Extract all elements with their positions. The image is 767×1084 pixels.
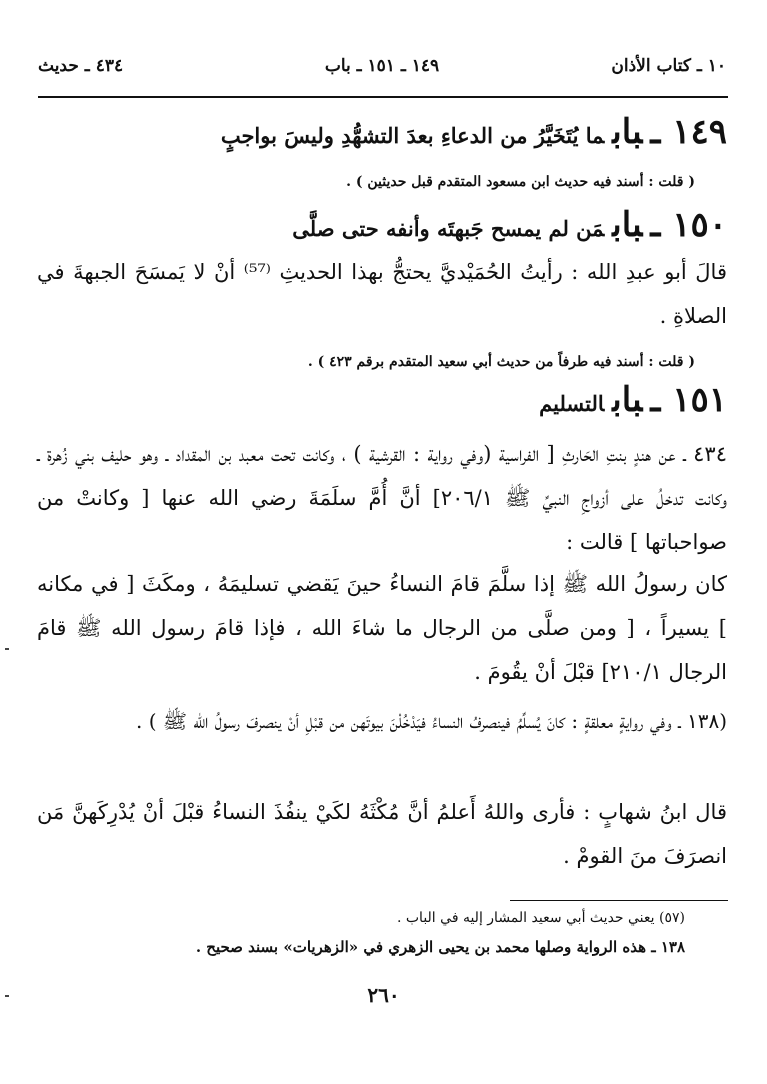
hadith-paragraph-1: ٤٣٤ ـ عن هندٍ بنتِ الحَارثِ [ الفراسية (وفي رواية : القرشية ) ، وكانت تحت معبد بن المقداد ـ وهو حليف بني زُهرة ـ وكانت تدخلُ على أزواجِ النبيِّ ﷺ ٢٠٦/١] أنَّ أُمَّ سلَمَةَ رضي الله عنها [ وكانتْ من صواحباتها ] قالت : <box>37 442 727 554</box>
header-chapter-range: ١٤٩ ـ ١٥١ ـ باب <box>324 56 440 76</box>
running-header <box>38 56 726 86</box>
margin-tick <box>5 648 9 650</box>
chapter-149-bab: باب <box>612 112 643 152</box>
chapter-149-note: ( قلت : أسند فيه حديث ابن مسعود المتقدم قبل حديثين ) . <box>346 174 695 190</box>
footnote-138: ١٣٨ ـ هذه الرواية وصلها محمد بن يحيى الزهري في «الزهريات» بسند صحيح . <box>195 938 685 956</box>
hadith-paragraph-4: قال ابنُ شهابٍ : فأرى واللهُ أَعلمُ أنَّ مُكْثَهُ لكَيْ ينفُذَ النساءُ قبْلَ أنْ يُدْرِكَهنَّ مَن انصرَفَ منَ القومْ . <box>37 800 727 868</box>
footnote-rule <box>510 900 728 901</box>
chapter-150-note: ( قلت : أسند فيه طرفاً من حديث أبي سعيد المتقدم برقم ٤٢٣ ) . <box>307 354 695 370</box>
header-rule <box>38 96 728 98</box>
page-number: ٢٦٠ <box>367 983 400 1007</box>
chapter-151-bab: باب <box>612 380 643 420</box>
chapter-149-number: ١٤٩ ـ <box>650 112 727 152</box>
chapter-150-text: قالَ أبو عبدِ الله : رأيتُ الحُمَيْديَّ يحتجُّ بهذا الحديثِ ⁽⁵⁷⁾ أنْ لا يَمسَحَ الجبهةَ في الصلاةِ . <box>37 260 727 328</box>
margin-tick <box>5 995 9 997</box>
hadith-paragraph-2: كان رسولُ الله ﷺ إذا سلَّمَ قامَ النساءُ حينَ يَقضي تسليمَهُ ، ومكَثَ [ في مكانه ] يسيراً ، [ ومن صلَّى من الرجال ما شاءَ الله ، فإذا قامَ رسول الله ﷺ قامَ الرجال ٢١٠/١] قبْلَ أنْ يقُومَ . <box>37 572 727 684</box>
chapter-151-title: التسليم <box>539 391 605 416</box>
hadith-paragraph-3: (١٣٨ ـ وفي روايةٍ معلقةٍ : كانَ يُسلِّمُ فينصرفُ النساءُ فيَدْخُلْنَ بيوتَهن من قبْلِ أنْ ينصرفَ رسولُ الله ﷺ ) . <box>136 709 727 733</box>
chapter-149-title: ما يُتَخَيَّرُ من الدعاءِ بعدَ التشهُّدِ وليسَ بواجبٍ <box>220 123 605 148</box>
chapter-150-heading <box>37 205 727 245</box>
header-hadith-number: ٤٣٤ ـ حديث <box>38 56 124 76</box>
chapter-149-heading <box>37 112 727 152</box>
chapter-150-bab: باب <box>612 205 643 245</box>
footnote-57: (٥٧) يعني حديث أبي سعيد المشار إليه في الباب . <box>396 910 685 926</box>
chapter-150-number: ١٥٠ ـ <box>650 205 727 245</box>
chapter-150-title: مَن لم يمسح جَبهتَه وأنفه حتى صلَّى <box>292 216 605 241</box>
chapter-151-number: ١٥١ ـ <box>650 380 727 420</box>
chapter-151-heading <box>37 380 727 420</box>
header-book-title: ١٠ ـ كتاب الأذان <box>611 56 726 76</box>
